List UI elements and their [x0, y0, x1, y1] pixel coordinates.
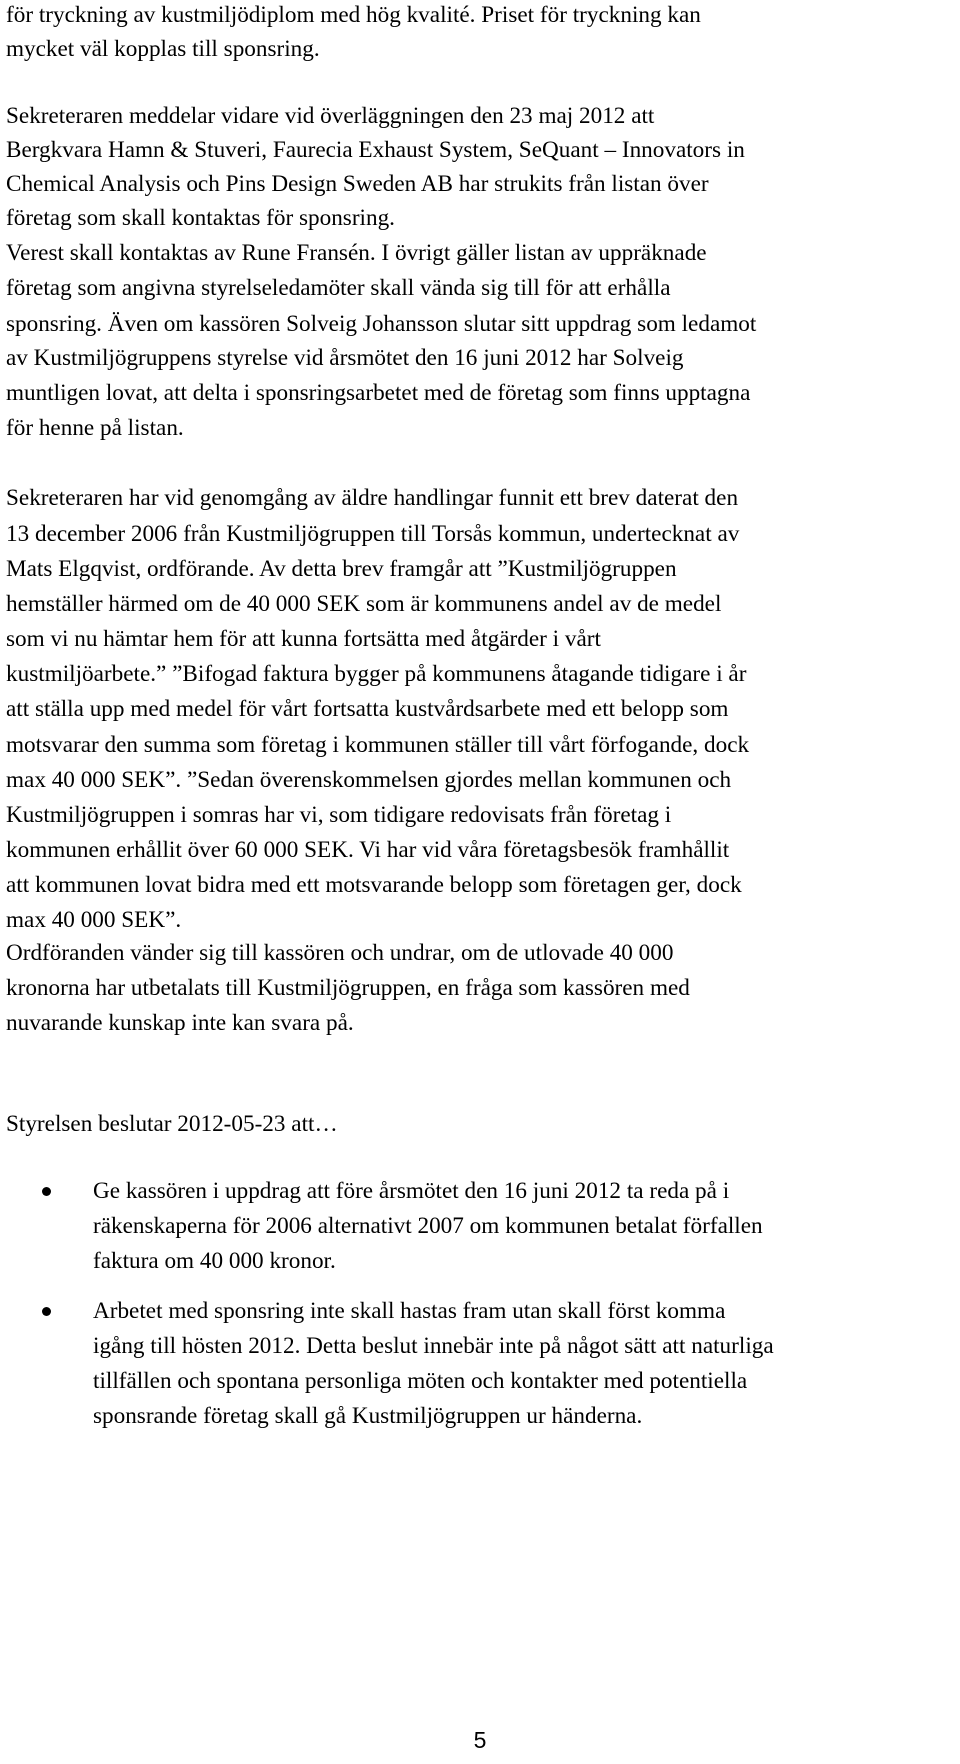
text-line: Mats Elgqvist, ordförande. Av detta brev framgår att ”Kustmiljögruppen [6, 556, 677, 582]
bullet-icon [42, 1187, 51, 1196]
list-item-line: sponsrande företag skall gå Kustmiljögruppen ur händerna. [93, 1403, 643, 1429]
text-line: nuvarande kunskap inte kan svara på. [6, 1010, 354, 1036]
text-line: för tryckning av kustmiljödiplom med hög kvalité. Priset för tryckning kan [6, 2, 701, 28]
text-line: max 40 000 SEK”. ”Sedan överenskommelsen gjordes mellan kommunen och [6, 767, 732, 793]
text-line: Verest skall kontaktas av Rune Fransén. I övrigt gäller listan av uppräknade [6, 240, 707, 266]
text-line: kronorna har utbetalats till Kustmiljögruppen, en fråga som kassören med [6, 975, 690, 1001]
text-line: max 40 000 SEK”. [6, 907, 182, 933]
page-number: 5 [473, 1727, 487, 1753]
text-line: Chemical Analysis och Pins Design Sweden AB har strukits från listan över [6, 171, 709, 197]
text-line: mycket väl kopplas till sponsring. [6, 36, 320, 62]
text-line: att kommunen lovat bidra med ett motsvarande belopp som företagen ger, dock [6, 872, 742, 898]
list-item-line: Ge kassören i uppdrag att före årsmötet den 16 juni 2012 ta reda på i [93, 1178, 730, 1204]
text-line: Kustmiljögruppen i somras har vi, som tidigare redovisats från företag i [6, 802, 672, 828]
list-item-line: räkenskaperna för 2006 alternativt 2007 om kommunen betalat förfallen [93, 1213, 763, 1239]
list-item-line: Arbetet med sponsring inte skall hastas fram utan skall först komma [93, 1298, 726, 1324]
decision-heading: Styrelsen beslutar 2012-05-23 att… [6, 1111, 338, 1137]
text-line: kommunen erhållit över 60 000 SEK. Vi har vid våra företagsbesök framhållit [6, 837, 730, 863]
text-line: som vi nu hämtar hem för att kunna fortsätta med åtgärder i vårt [6, 626, 601, 652]
list-item-line: igång till hösten 2012. Detta beslut innebär inte på något sätt att naturliga [93, 1333, 774, 1359]
text-line: Sekreteraren meddelar vidare vid överläggningen den 23 maj 2012 att [6, 103, 655, 129]
list-item-line: tillfällen och spontana personliga möten och kontakter med potentiella [93, 1368, 748, 1394]
text-line: att ställa upp med medel för vårt fortsatta kustvårdsarbete med ett belopp som [6, 696, 729, 722]
text-line: av Kustmiljögruppens styrelse vid årsmötet den 16 juni 2012 har Solveig [6, 345, 684, 371]
text-line: för henne på listan. [6, 415, 184, 441]
text-line: företag som angivna styrelseledamöter skall vända sig till för att erhålla [6, 275, 671, 301]
text-line: Sekreteraren har vid genomgång av äldre handlingar funnit ett brev daterat den [6, 485, 739, 511]
text-line: Ordföranden vänder sig till kassören och undrar, om de utlovade 40 000 [6, 940, 674, 966]
text-line: 13 december 2006 från Kustmiljögruppen till Torsås kommun, undertecknat av [6, 521, 740, 547]
text-line: muntligen lovat, att delta i sponsringsarbetet med de företag som finns upptagna [6, 380, 751, 406]
text-line: motsvarar den summa som företag i kommunen ställer till vårt förfogande, dock [6, 732, 750, 758]
text-line: hemställer härmed om de 40 000 SEK som är kommunens andel av de medel [6, 591, 722, 617]
text-line: kustmiljöarbete.” ”Bifogad faktura bygger på kommunens åtagande tidigare i år [6, 661, 747, 687]
list-item-line: faktura om 40 000 kronor. [93, 1248, 336, 1274]
text-line: företag som skall kontaktas för sponsring. [6, 205, 395, 231]
text-line: Bergkvara Hamn & Stuveri, Faurecia Exhaust System, SeQuant – Innovators in [6, 137, 745, 163]
text-line: sponsring. Även om kassören Solveig Johansson slutar sitt uppdrag som ledamot [6, 311, 757, 337]
bullet-icon [42, 1307, 51, 1316]
